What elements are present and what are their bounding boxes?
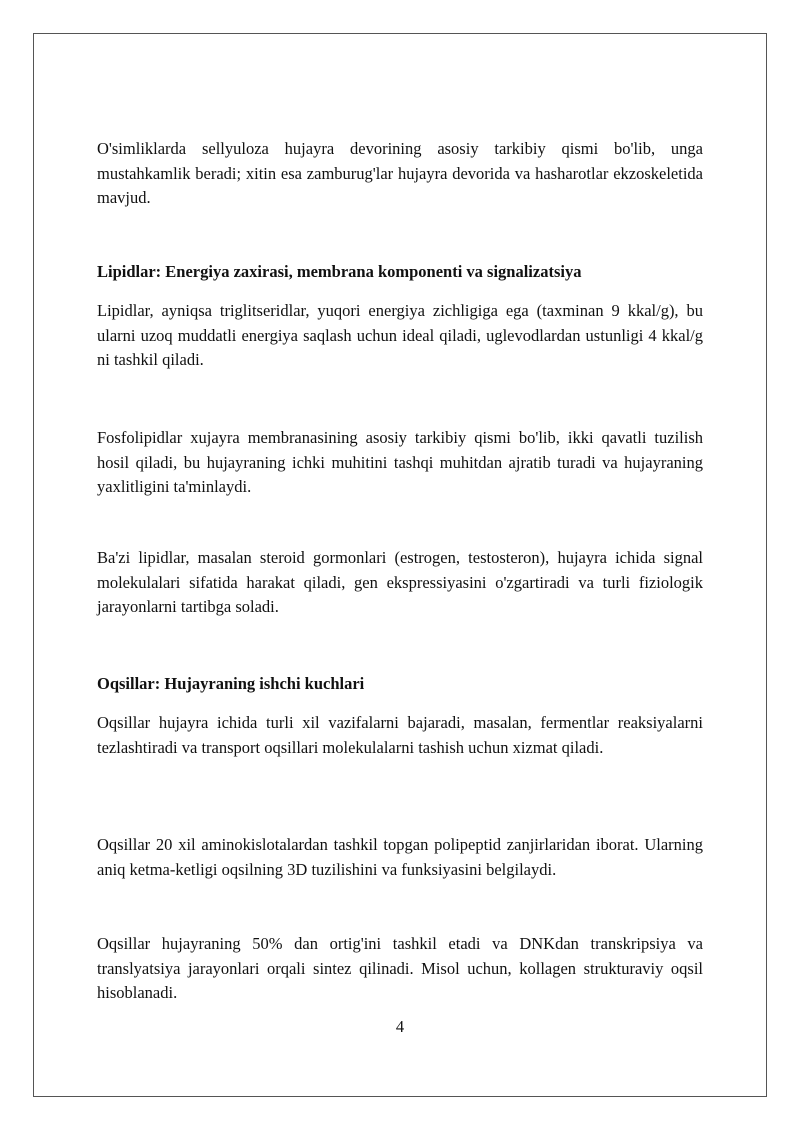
page-number: 4: [395, 1017, 405, 1036]
paragraph-steroid-signaling: Ba'zi lipidlar, masalan steroid gormonlari (estrogen, testosteron), hujayra ichida signal molekulalari sifatida harakat qiladi, gen ekspressiyasini o'zgartiradi va turli fiziologik jarayonlarni tartibga soladi.: [97, 548, 703, 616]
paragraph-protein-functions: Oqsillar hujayra ichida turli xil vazifalarni bajaradi, masalan, fermentlar reaksiyalarni tezlashtiradi va transport oqsillari molekulalarni tashish uchun xizmat qiladi.: [97, 713, 703, 757]
heading-lipids: Lipidlar: Energiya zaxirasi, membrana komponenti va signalizatsiya: [97, 262, 582, 281]
paragraph-lipid-energy: Lipidlar, ayniqsa triglitseridlar, yuqori energiya zichligiga ega (taxminan 9 kkal/g), bu ularni uzoq muddatli energiya saqlash uchun ideal qiladi, uglevodlardan ustunligi 4 kkal/g ni tashkil qiladi.: [97, 301, 703, 369]
heading-proteins: Oqsillar: Hujayraning ishchi kuchlari: [97, 674, 365, 693]
paragraph-amino-acids: Oqsillar 20 xil aminokislotalardan tashkil topgan polipeptid zanjirlaridan iborat. Ularning aniq ketma-ketligi oqsilning 3D tuzilishini va funksiyasini belgilaydi.: [97, 835, 703, 879]
paragraph-phospholipids: Fosfolipidlar xujayra membranasining asosiy tarkibiy qismi bo'lib, ikki qavatli tuzilish hosil qiladi, bu hujayraning ichki muhitini tashqi muhitdan ajratib turadi va hujayraning yaxlitligini ta'minlaydi.: [97, 428, 703, 496]
paragraph-protein-synthesis: Oqsillar hujayraning 50% dan ortig'ini tashkil etadi va DNKdan transkripsiya va translyatsiya jarayonlari orqali sintez qilinadi. Misol uchun, kollagen strukturaviy oqsil hisoblanadi.: [97, 934, 703, 1002]
paragraph-cell-walls: O'simliklarda sellyuloza hujayra devorining asosiy tarkibiy qismi bo'lib, unga mustahkamlik beradi; xitin esa zamburug'lar hujayra devorida va hasharotlar ekzoskeletida mavjud.: [97, 139, 703, 207]
